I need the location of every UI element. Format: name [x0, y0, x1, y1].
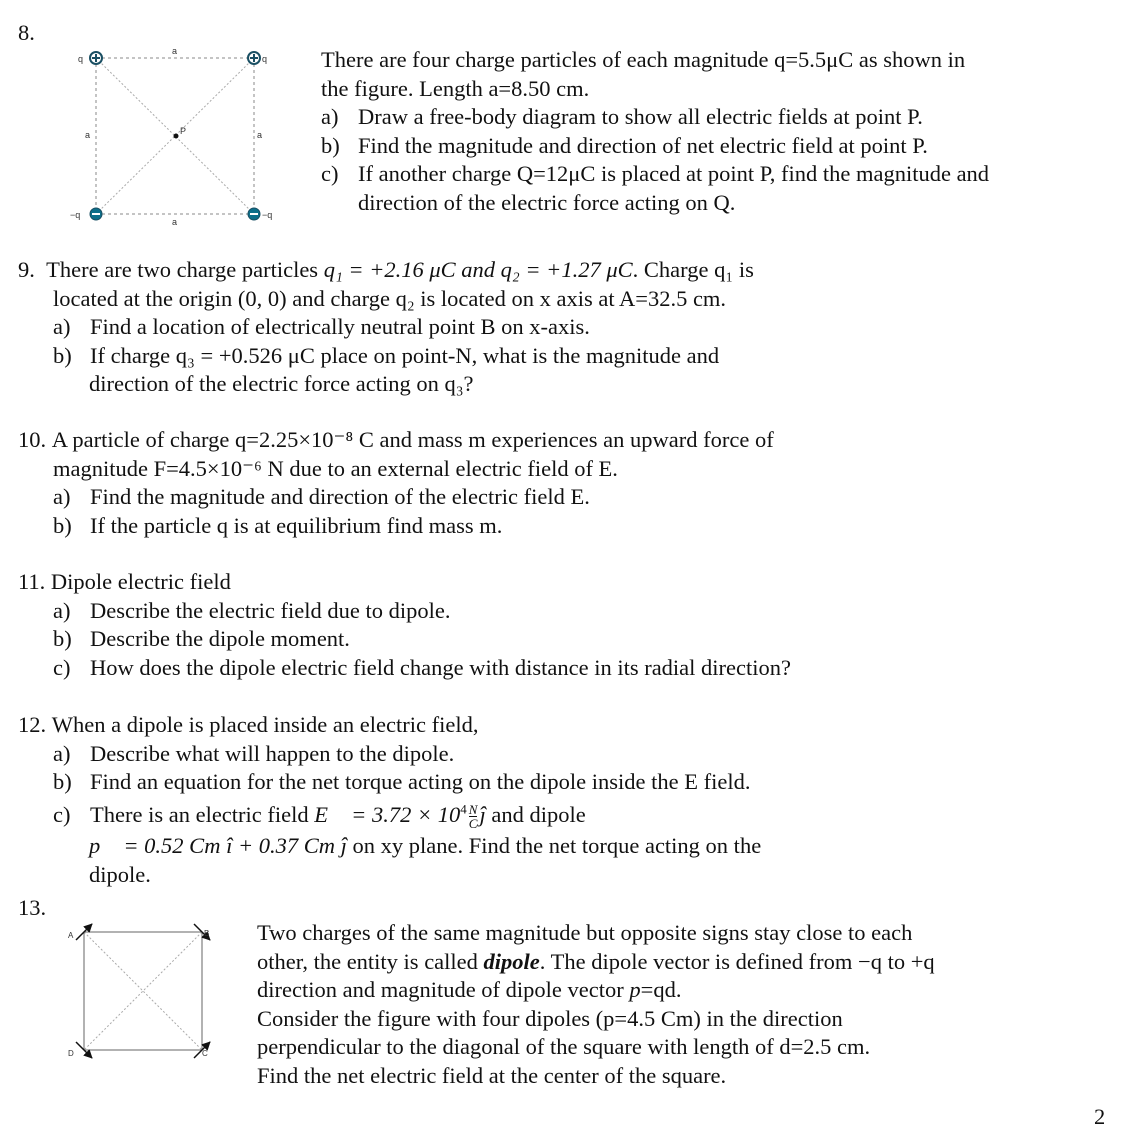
- q8-charge-top-left: [90, 52, 102, 64]
- q8-label-q-bottom-left: −q: [70, 210, 81, 220]
- q13-line-2-pre: other, the entity is called: [257, 948, 484, 974]
- q9-part-b-line-2: direction of the electric force acting on q₃?: [89, 371, 474, 397]
- q8-charge-square-figure: [58, 36, 298, 232]
- q13-label-C: C: [202, 1049, 208, 1058]
- question-8-number: 8.: [18, 20, 35, 45]
- q8-part-c-line-2: direction of the electric force acting on Q.: [358, 189, 736, 215]
- q12-part-b: b) Find an equation for the net torque acting on the dipole inside the E field.: [53, 769, 751, 795]
- q13-label-A: A: [68, 931, 74, 940]
- q12-c2-post: on xy plane. Find the net torque acting on the: [346, 833, 762, 859]
- q13-line-3-math: p: [629, 977, 641, 1003]
- question-12: [18, 711, 761, 889]
- q12-title: When a dipole is placed inside an electric field,: [51, 712, 479, 737]
- q8-intro-line-1: There are four charge particles of each magnitude q=5.5μC as shown in: [321, 47, 966, 72]
- q12-c-unit-j: ĵ: [479, 801, 486, 827]
- question-13-number: 13.: [18, 895, 47, 920]
- q9-part-a: a) Find a location of electrically neutral point B on x-axis.: [53, 314, 590, 340]
- question-10-number: 10.: [18, 427, 47, 452]
- q12-part-c: c) There is an electric field E⃗ = $3.72 \times 10^4$ $\frac{N}{C}$ ĵ and dipole: [53, 801, 586, 832]
- question-12-number: 12.: [18, 712, 47, 737]
- q8-label-left-a: a: [85, 130, 91, 140]
- q8-charge-bottom-left: [90, 208, 102, 220]
- question-9: [18, 256, 754, 399]
- q13-label-B: B: [204, 929, 210, 938]
- q11-title: Dipole electric field: [50, 569, 231, 594]
- q13-dipole-square-figure: [64, 918, 224, 1068]
- question-11-number: 11.: [18, 569, 46, 594]
- q8-label-q-top-left: q: [78, 54, 84, 64]
- q8-charge-bottom-right: [248, 208, 260, 220]
- q11-part-b: b) Describe the dipole moment.: [53, 626, 350, 652]
- q9-part-b: b) If charge q₃ = +0.526 μC place on point-N, what is the magnitude and: [53, 342, 720, 368]
- q13-line-5: perpendicular to the diagonal of the square with length of d=2.5 cm.: [257, 1034, 871, 1060]
- q13-line-6: Find the net electric field at the center of the square.: [257, 1062, 727, 1088]
- q8-label-right-a: a: [257, 130, 263, 140]
- q8-label-q-bottom-right: −q: [262, 210, 273, 220]
- question-13-text: [257, 919, 935, 1091]
- q13-label-D: D: [68, 1049, 74, 1058]
- q11-part-a: a) Describe the electric field due to dipole.: [53, 597, 451, 623]
- q8-part-b: b) Find the magnitude and direction of net electric field at point P.: [321, 132, 928, 158]
- q12-c3: dipole.: [89, 861, 151, 887]
- q10-part-a: a) Find the magnitude and direction of the electric field E.: [53, 484, 590, 510]
- q9-line-1-math: q₁ = +2.16 μC and q₂ = +1.27 μC: [323, 257, 633, 282]
- q8-label-q-top-right: q: [262, 54, 268, 64]
- q13-line-3-post: =qd.: [640, 977, 682, 1003]
- question-11: [18, 568, 791, 682]
- question-10: [18, 426, 774, 540]
- q12-part-a: a) Describe what will happen to the dipole.: [53, 740, 455, 766]
- q13-line-2-post: . The dipole vector is defined from −q to +q: [539, 948, 935, 974]
- q8-part-a: a) Draw a free-body diagram to show all electric fields at point P.: [321, 104, 923, 130]
- q9-line-2: located at the origin (0, 0) and charge q₂ is located on x axis at A=32.5 cm.: [53, 285, 727, 311]
- q13-term-dipole: dipole: [483, 948, 540, 974]
- q12-c-pre: There is an electric field: [90, 801, 315, 827]
- q8-label-top-a: a: [172, 46, 178, 56]
- q12-c2-math: p⃗ = 0.52 Cm î + 0.37 Cm ĵ: [89, 833, 347, 859]
- q11-part-c: c) How does the dipole electric field change with distance in its radial direction?: [53, 654, 792, 680]
- q13-line-1: Two charges of the same magnitude but opposite signs stay close to each: [257, 920, 913, 945]
- q12-c-exponent: 4: [460, 801, 467, 817]
- question-8-text: [321, 46, 989, 218]
- q10-line-2: magnitude F=4.5×10⁻⁶ N due to an external electric field of E.: [53, 455, 618, 481]
- q9-line-1-post: . Charge q₁ is: [632, 257, 754, 282]
- q8-label-p: P: [180, 126, 187, 136]
- q13-line-4: Consider the figure with four dipoles (p=4.5 Cm) in the direction: [257, 1005, 843, 1031]
- q8-charge-top-right: [248, 52, 260, 64]
- q8-part-c: c) If another charge Q=12μC is placed at point P, find the magnitude and: [321, 161, 990, 187]
- question-9-number: 9.: [18, 257, 35, 282]
- page-number: 2: [1094, 1104, 1106, 1129]
- q12-c-field: E⃗ = 3.72 × 10: [314, 801, 461, 827]
- q12-c-units: $\frac{N}{C}$: [468, 802, 478, 832]
- q10-line-1: A particle of charge q=2.25×10⁻⁸ C and mass m experiences an upward force of: [51, 427, 774, 452]
- q10-part-b: b) If the particle q is at equilibrium find mass m.: [53, 512, 503, 538]
- q8-point-p: [174, 134, 179, 139]
- q12-c-post: and dipole: [485, 801, 586, 827]
- q8-label-bottom-a: a: [172, 217, 178, 227]
- q9-line-1-pre: There are two charge particles: [46, 257, 324, 282]
- q13-line-3-pre: direction and magnitude of dipole vector: [257, 977, 630, 1003]
- q8-intro-line-2: the figure. Length a=8.50 cm.: [321, 75, 590, 101]
